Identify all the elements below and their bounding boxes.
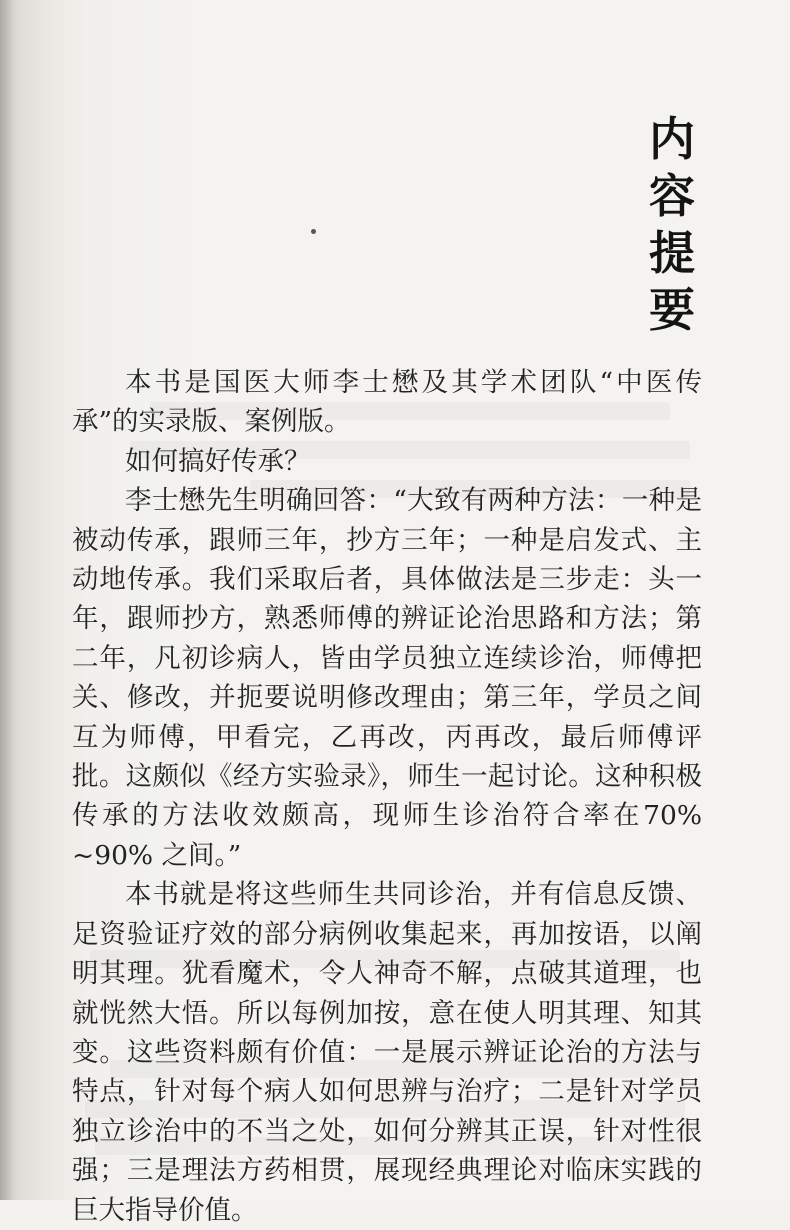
title-char: 内 bbox=[649, 112, 695, 166]
title-char: 容 bbox=[649, 169, 695, 223]
paragraph-question: 如何搞好传承？ bbox=[125, 445, 311, 477]
summary-body bbox=[72, 363, 702, 1230]
binding-shadow bbox=[0, 0, 14, 1200]
title-char: 要 bbox=[649, 283, 695, 337]
section-title bbox=[637, 112, 707, 344]
paragraph-intro: 本书是国医大师李士懋及其学术团队“中医传承”的实录版、案例版。 bbox=[72, 367, 702, 438]
ink-speck bbox=[311, 229, 316, 234]
title-char: 提 bbox=[649, 226, 695, 280]
paragraph-purpose: 本书就是将这些师生共同诊治，并有信息反馈、足资验证疗效的部分病例收集起来，再加按语，以阐明其理。犹看魔术，令人神奇不解，点破其道理，也就恍然大悟。所以每例加按，意在使人明其理、知其变。这些资料颇有价值：一是展示辨证论治的方法与特点，针对每个病人如何思辨与治疗；二是针对学员独立诊治中的不当之处，如何分辨其正误，针对性很强；三是理法方药相贯，展现经典理论对临床实践的巨大指导价值。 bbox=[72, 879, 702, 1226]
paragraph-answer: 李士懋先生明确回答：“大致有两种方法：一种是被动传承，跟师三年，抄方三年；一种是启发式、主动地传承。我们采取后者，具体做法是三步走：头一年，跟师抄方，熟悉师傅的辨证论治思路和方法；第二年，凡初诊病人，皆由学员独立连续诊治，师傅把关、修改，并扼要说明修改理由；第三年，学员之间互为师傅，甲看完，乙再改，丙再改，最后师傅评批。这颇似《经方实验录》，师生一起讨论。这种积极传承的方法收效颇高，现师生诊治符合率在70% ~90% 之间。” bbox=[72, 485, 702, 871]
